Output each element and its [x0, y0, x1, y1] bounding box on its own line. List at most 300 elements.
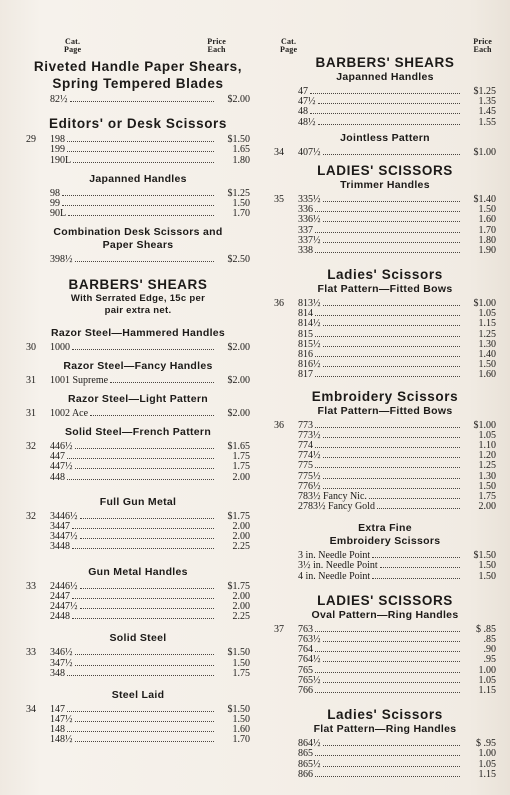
dot-leader — [315, 376, 460, 377]
catalog-section — [26, 173, 250, 220]
item-price: 1.80 — [232, 154, 250, 166]
section-gap — [26, 166, 250, 173]
item-price: 2.00 — [478, 501, 496, 513]
section-title: Paper Shears — [102, 239, 174, 252]
dot-leader — [310, 93, 460, 94]
item-number: 47½ — [298, 96, 316, 108]
section-title: Combination Desk Scissors and — [53, 226, 223, 239]
item-number: 783½ Fancy Nic. — [298, 490, 367, 502]
item-number: 775½ — [298, 470, 321, 482]
item-number: 446½ — [50, 441, 73, 453]
item-price: $2.00 — [227, 94, 250, 105]
price-row — [26, 255, 250, 265]
section-title: Jointless Pattern — [340, 131, 430, 144]
dot-leader — [323, 221, 461, 222]
item-number: 336½ — [298, 214, 321, 226]
dot-leader — [323, 366, 461, 367]
dot-leader — [323, 437, 461, 438]
dot-leader — [62, 205, 214, 206]
section-gap — [26, 105, 250, 115]
dot-leader — [80, 518, 215, 519]
catalog-section — [26, 327, 250, 353]
dot-leader — [318, 124, 461, 125]
section-title: Solid Steel — [109, 632, 167, 645]
section-subtitle: Flat Pattern—Fitted Bows — [317, 404, 453, 417]
catalog-page-number: 29 — [26, 134, 36, 146]
catalog-section — [26, 496, 250, 553]
section-title: Embroidery Scissors — [329, 535, 441, 548]
catalog-section — [274, 266, 496, 381]
price-each-header — [207, 38, 226, 54]
catalog-section — [274, 388, 496, 513]
item-price: 1.25 — [478, 328, 496, 340]
section-title: LADIES' SCISSORS — [317, 592, 453, 608]
item-number: 773 — [298, 419, 313, 431]
catalog-section — [26, 393, 250, 419]
item-number: 763½ — [298, 634, 321, 645]
dot-leader — [315, 336, 460, 337]
price-each-header — [473, 38, 492, 54]
item-price: $1.50 — [227, 703, 250, 715]
item-price: $2.00 — [227, 407, 250, 419]
item-price: 1.05 — [478, 758, 496, 770]
dot-leader — [110, 382, 214, 383]
item-price: 1.50 — [478, 560, 496, 572]
item-price: 1.70 — [478, 224, 496, 236]
item-price: 1.15 — [478, 318, 496, 330]
item-number: 398½ — [50, 254, 73, 266]
section-title: BARBERS' SHEARS — [315, 55, 455, 70]
price-row — [274, 148, 496, 158]
dot-leader — [315, 447, 460, 448]
catalog-section — [274, 162, 496, 179]
item-number: 816 — [298, 349, 313, 360]
price-row — [274, 215, 496, 225]
section-gap — [26, 266, 250, 276]
each-label: Each — [473, 45, 492, 54]
section-title: Razor Steel—Fancy Handles — [63, 359, 213, 372]
item-number: 773½ — [298, 429, 321, 441]
dot-leader — [315, 211, 460, 212]
item-price: 2.00 — [232, 521, 250, 532]
dot-leader — [67, 151, 214, 152]
item-price: $2.00 — [227, 341, 250, 353]
section-title: Ladies' Scissors — [327, 267, 443, 283]
section-gap — [274, 696, 496, 706]
dot-leader — [75, 654, 215, 655]
item-number: 82½ — [50, 94, 68, 105]
price-row — [26, 343, 250, 353]
dot-leader — [72, 618, 214, 619]
section-title: Spring Tempered Blades — [52, 76, 224, 91]
catalog-page-number: 35 — [274, 193, 284, 205]
item-number: 814½ — [298, 318, 321, 330]
section-gap — [26, 679, 250, 689]
dot-leader — [377, 508, 460, 509]
item-number: 864½ — [298, 738, 321, 750]
price-row — [26, 648, 250, 658]
item-price: .85 — [483, 634, 496, 645]
item-price: $2.50 — [227, 254, 250, 266]
item-number: 198 — [50, 134, 65, 146]
dot-leader — [318, 103, 461, 104]
price-row — [26, 669, 250, 679]
item-price: 1.25 — [478, 460, 496, 472]
item-number: 48½ — [298, 116, 316, 128]
dot-leader — [323, 745, 461, 746]
item-number: 2447½ — [50, 600, 78, 612]
catalog-page-number: 36 — [274, 298, 284, 310]
section-gap — [26, 219, 250, 226]
section-gap — [274, 381, 496, 388]
section-gap — [274, 256, 496, 266]
item-number: 447 — [50, 451, 65, 463]
item-price: 1.35 — [478, 96, 496, 108]
cat-page-header — [64, 38, 81, 54]
dot-leader — [323, 457, 461, 458]
section-title: Japanned Handles — [89, 172, 187, 185]
item-number: 1000 — [50, 341, 70, 353]
cat-page-header — [280, 38, 297, 54]
price-label: Price — [473, 37, 492, 46]
catalog-section — [274, 522, 496, 582]
item-number: 47 — [298, 86, 308, 97]
item-price: 1.50 — [478, 480, 496, 492]
item-number: 817 — [298, 369, 313, 381]
dot-leader — [72, 548, 214, 549]
item-price: 1.45 — [478, 106, 496, 118]
item-number: 148 — [50, 724, 65, 736]
item-price: $ .95 — [476, 738, 496, 750]
dot-leader — [323, 478, 461, 479]
dot-leader — [67, 141, 214, 142]
catalog-page-number: 33 — [26, 647, 36, 659]
price-row — [274, 572, 496, 582]
section-title: Embroidery Scissors — [311, 388, 459, 404]
price-row — [274, 461, 496, 471]
item-price: 1.30 — [478, 470, 496, 482]
item-number: 815½ — [298, 338, 321, 350]
item-price: 1.75 — [232, 667, 250, 679]
dot-leader — [315, 776, 460, 777]
item-number: 447½ — [50, 461, 73, 473]
item-price: $ .85 — [476, 623, 496, 635]
dot-leader — [80, 538, 215, 539]
item-number: 764 — [298, 644, 313, 656]
item-number: 865½ — [298, 758, 321, 770]
catalog-page-number: 33 — [26, 580, 36, 592]
section-subtitle: Oval Pattern—Ring Handles — [311, 608, 459, 621]
dot-leader — [372, 557, 460, 558]
section-subtitle: Flat Pattern—Fitted Bows — [317, 283, 453, 296]
section-title: Razor Steel—Hammered Handles — [50, 326, 226, 339]
item-number: 2783½ Fancy Gold — [298, 501, 375, 513]
item-price: 2.25 — [232, 541, 250, 553]
dot-leader — [315, 672, 460, 673]
price-row — [274, 770, 496, 780]
section-subtitle: With Serrated Edge, 15c per — [70, 292, 206, 304]
item-price: 1.05 — [478, 308, 496, 320]
item-number: 338 — [298, 244, 313, 256]
item-price: $1.40 — [473, 193, 496, 205]
dot-leader — [67, 458, 214, 459]
item-number: 3447 — [50, 521, 70, 532]
item-price: 1.50 — [232, 197, 250, 209]
dot-leader — [315, 692, 460, 693]
item-number: 865 — [298, 748, 313, 760]
dot-leader — [310, 113, 460, 114]
page-label: Page — [280, 45, 298, 54]
catalog-page-number: 30 — [26, 341, 36, 353]
item-number: 766 — [298, 684, 313, 696]
section-title: Japanned Handles — [336, 71, 434, 83]
item-price: 2.00 — [232, 531, 250, 543]
dot-leader — [323, 325, 461, 326]
item-price: 2.00 — [232, 471, 250, 483]
section-title: Solid Steel—French Pattern — [64, 426, 212, 439]
dot-leader — [75, 741, 215, 742]
price-row — [274, 370, 496, 380]
column-header — [26, 38, 250, 54]
dot-leader — [323, 488, 461, 489]
section-gap — [26, 317, 250, 327]
item-price: 1.10 — [478, 439, 496, 451]
dot-leader — [315, 315, 460, 316]
catalog-section — [26, 226, 250, 265]
dot-leader — [72, 349, 214, 350]
section-title: Razor Steel—Light Pattern — [68, 392, 208, 405]
item-number: 765 — [298, 664, 313, 676]
price-row — [26, 156, 250, 166]
price-row — [274, 118, 496, 128]
item-number: 348 — [50, 667, 65, 679]
item-price: 2.25 — [232, 611, 250, 623]
catalog-section — [274, 592, 496, 696]
catalog-section — [26, 632, 250, 679]
dot-leader — [323, 661, 461, 662]
item-number: 190L — [50, 154, 72, 166]
section-gap — [26, 553, 250, 566]
item-price: 1.15 — [478, 684, 496, 696]
dot-leader — [369, 498, 460, 499]
catalog-page-number: 31 — [26, 407, 36, 419]
item-price: 1.00 — [478, 664, 496, 676]
dot-leader — [75, 448, 215, 449]
section-title: BARBERS' SHEARS — [68, 276, 208, 292]
item-price: 1.05 — [478, 674, 496, 686]
dot-leader — [67, 731, 214, 732]
item-number: 346½ — [50, 647, 73, 659]
price-row — [26, 209, 250, 219]
section-title: Riveted Handle Paper Shears, — [33, 59, 243, 74]
item-number: 815 — [298, 328, 313, 340]
price-label: Price — [207, 37, 226, 46]
dot-leader — [315, 755, 460, 756]
dot-leader — [323, 766, 461, 767]
catalog-page-number: 34 — [274, 146, 284, 158]
dot-leader — [315, 467, 460, 468]
item-price: 1.75 — [478, 490, 496, 502]
dot-leader — [315, 356, 460, 357]
dot-leader — [73, 162, 214, 163]
item-price: $1.50 — [227, 647, 250, 659]
item-price: $1.25 — [473, 86, 496, 97]
catalog-section — [274, 54, 496, 71]
item-number: 407½ — [298, 146, 321, 158]
item-number: 3½ in. Needle Point — [298, 560, 378, 572]
item-price: 1.80 — [478, 234, 496, 246]
item-price: 1.75 — [232, 451, 250, 463]
item-price: $1.75 — [227, 580, 250, 592]
section-title: LADIES' SCISSORS — [317, 162, 453, 178]
item-number: 337½ — [298, 234, 321, 246]
item-price: 1.60 — [232, 724, 250, 736]
item-price: 1.05 — [478, 429, 496, 441]
item-price: 1.65 — [232, 144, 250, 156]
price-row — [26, 409, 250, 419]
dot-leader — [315, 252, 460, 253]
catalog-section — [26, 58, 250, 105]
dot-leader — [67, 479, 214, 480]
item-price: 1.50 — [232, 714, 250, 726]
item-price: 1.15 — [478, 768, 496, 780]
dot-leader — [70, 101, 215, 102]
dot-leader — [67, 711, 214, 712]
section-gap — [26, 622, 250, 632]
item-price: 1.00 — [478, 748, 496, 760]
price-row — [26, 612, 250, 622]
item-number: 48 — [298, 106, 308, 118]
dot-leader — [323, 201, 461, 202]
item-price: 1.90 — [478, 244, 496, 256]
dot-leader — [315, 631, 460, 632]
section-subtitle: pair extra net. — [104, 304, 172, 316]
item-number: 98 — [50, 187, 60, 199]
item-price: 1.50 — [478, 204, 496, 216]
item-price: 2.00 — [232, 600, 250, 612]
price-row — [26, 735, 250, 745]
dot-leader — [75, 721, 215, 722]
item-number: 4 in. Needle Point — [298, 570, 371, 582]
item-number: 199 — [50, 144, 65, 156]
dot-leader — [380, 567, 460, 568]
section-title: Steel Laid — [111, 688, 165, 701]
item-price: $1.75 — [227, 510, 250, 522]
right-sections — [274, 54, 496, 780]
item-number: 3448 — [50, 541, 70, 553]
item-price: 2.00 — [232, 590, 250, 602]
dot-leader — [90, 415, 214, 416]
item-number: 776½ — [298, 480, 321, 492]
item-price: $1.65 — [227, 441, 250, 453]
item-number: 335½ — [298, 193, 321, 205]
section-gap — [274, 582, 496, 592]
price-row — [274, 749, 496, 759]
price-row — [26, 376, 250, 386]
section-title: Extra Fine — [358, 522, 412, 535]
section-title: Gun Metal Handles — [88, 565, 188, 578]
catalog-section — [26, 276, 250, 317]
catalog-page-number: 32 — [26, 441, 36, 453]
item-price: 1.70 — [232, 208, 250, 220]
item-number: 3447½ — [50, 531, 78, 543]
section-gap — [26, 386, 250, 393]
catalog-section — [274, 71, 496, 128]
item-number: 764½ — [298, 654, 321, 666]
section-gap — [26, 419, 250, 426]
item-number: 347½ — [50, 657, 73, 669]
item-price: 1.20 — [478, 450, 496, 462]
dot-leader — [75, 261, 215, 262]
item-number: 448 — [50, 471, 65, 483]
page-label: Page — [64, 45, 82, 54]
item-number: 774½ — [298, 450, 321, 462]
item-number: 2447 — [50, 590, 70, 602]
item-number: 3446½ — [50, 510, 78, 522]
item-number: 775 — [298, 460, 313, 472]
price-row — [274, 502, 496, 512]
catalog-page-number: 34 — [26, 703, 36, 715]
dot-leader — [323, 242, 461, 243]
section-title: Ladies' Scissors — [327, 707, 443, 723]
dot-leader — [75, 665, 215, 666]
item-price: 1.50 — [478, 359, 496, 371]
dot-leader — [323, 346, 461, 347]
dot-leader — [315, 651, 460, 652]
dot-leader — [372, 578, 460, 579]
dot-leader — [323, 305, 461, 306]
dot-leader — [80, 588, 215, 589]
item-number: 148½ — [50, 734, 73, 746]
section-gap — [274, 512, 496, 522]
item-price: .95 — [483, 654, 496, 666]
item-price: .90 — [483, 644, 496, 656]
dot-leader — [80, 608, 215, 609]
item-price: $1.25 — [227, 187, 250, 199]
item-price: 1.60 — [478, 214, 496, 226]
catalog-section — [274, 179, 496, 256]
dot-leader — [72, 528, 214, 529]
dot-leader — [323, 641, 461, 642]
item-number: 774 — [298, 439, 313, 451]
item-number: 866 — [298, 768, 313, 780]
catalog-section — [26, 426, 250, 483]
each-label: Each — [207, 45, 226, 54]
item-number: 147 — [50, 703, 65, 715]
item-price: 1.30 — [478, 338, 496, 350]
price-row — [274, 686, 496, 696]
item-number: 3 in. Needle Point — [298, 550, 371, 562]
section-gap — [26, 483, 250, 496]
catalog-page-number: 36 — [274, 419, 284, 431]
dot-leader — [315, 232, 460, 233]
item-price: $1.50 — [227, 134, 250, 146]
dot-leader — [68, 215, 214, 216]
item-price: $1.50 — [473, 550, 496, 562]
item-number: 816½ — [298, 359, 321, 371]
catalog-page-number: 31 — [26, 374, 36, 386]
item-number: 336 — [298, 204, 313, 216]
section-title: Full Gun Metal — [99, 495, 177, 508]
item-price: $1.00 — [473, 298, 496, 310]
catalog-section — [274, 706, 496, 780]
item-number: 147½ — [50, 714, 73, 726]
item-number: 814 — [298, 308, 313, 320]
dot-leader — [323, 154, 461, 155]
section-subtitle: Flat Pattern—Ring Handles — [313, 723, 457, 736]
item-number: 1002 Ace — [50, 407, 89, 419]
item-price: 1.60 — [478, 369, 496, 381]
